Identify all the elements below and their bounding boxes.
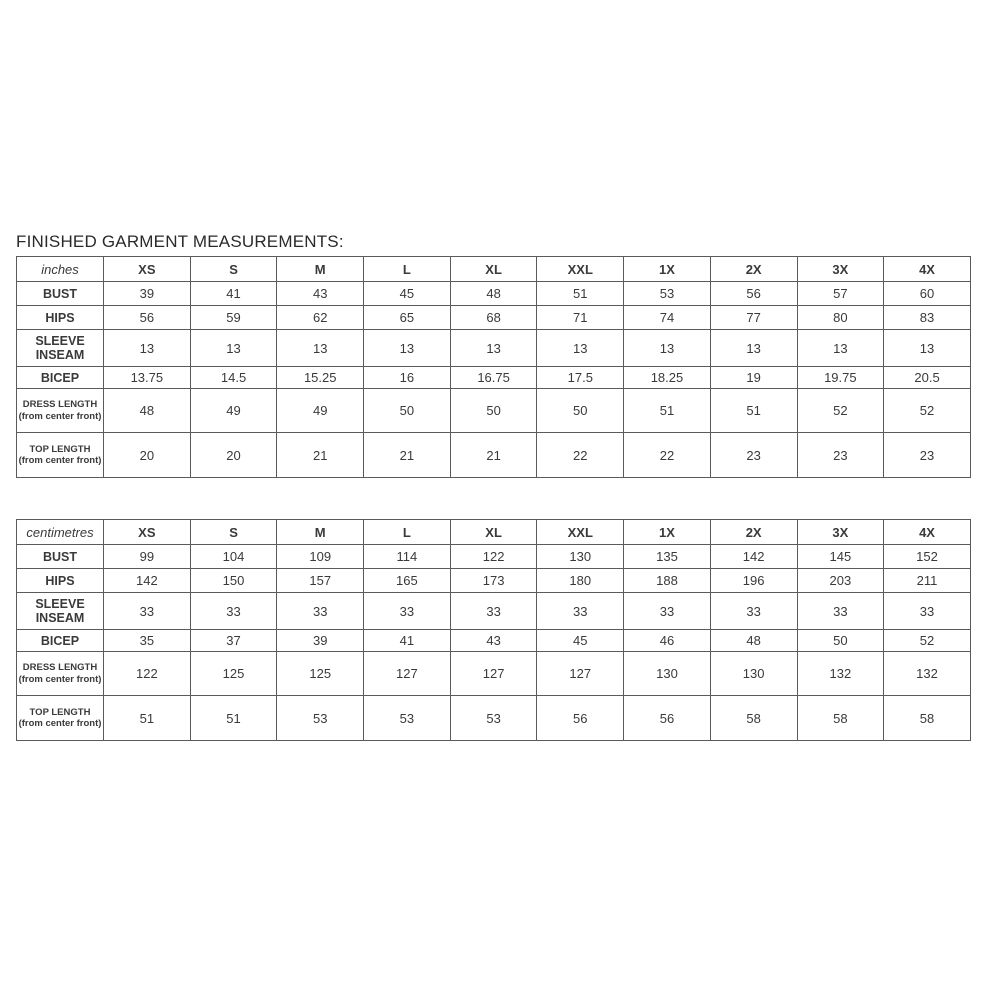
table-cell: 135: [624, 545, 711, 569]
table-cell: 152: [884, 545, 971, 569]
table-cell: 130: [710, 652, 797, 696]
row-label: HIPS: [17, 306, 104, 330]
table-cell: 45: [537, 630, 624, 652]
table-cell: 50: [364, 389, 451, 433]
row-label: BUST: [17, 282, 104, 306]
table-cell: 13: [884, 330, 971, 367]
table-cell: 188: [624, 569, 711, 593]
table-cell: 13: [537, 330, 624, 367]
table-cell: 20: [104, 433, 191, 478]
page-title: FINISHED GARMENT MEASUREMENTS:: [16, 232, 344, 251]
table-cell: 51: [190, 696, 277, 741]
table-cell: 49: [190, 389, 277, 433]
table-cell: 58: [797, 696, 884, 741]
table-cell: 23: [884, 433, 971, 478]
table-row: [17, 652, 971, 696]
table-cell: 13: [710, 330, 797, 367]
unit-label: inches: [17, 257, 104, 282]
table-cell: 33: [710, 593, 797, 630]
table-cell: 150: [190, 569, 277, 593]
table-cell: 142: [104, 569, 191, 593]
table-row: [17, 367, 971, 389]
table-header-row: [17, 257, 971, 282]
table-cell: 43: [450, 630, 537, 652]
table-cell: 56: [624, 696, 711, 741]
inches-measurement-table: [16, 256, 971, 478]
table-cell: 33: [797, 593, 884, 630]
table-cell: 56: [537, 696, 624, 741]
table-cell: 114: [364, 545, 451, 569]
centimetres-measurement-table: [16, 519, 971, 741]
table-cell: 33: [884, 593, 971, 630]
table-cell: 19: [710, 367, 797, 389]
table-cell: 211: [884, 569, 971, 593]
table-cell: 52: [884, 389, 971, 433]
table-cell: 56: [710, 282, 797, 306]
table-cell: 157: [277, 569, 364, 593]
row-label: TOP LENGTH (from center front): [17, 696, 104, 741]
table-cell: 122: [450, 545, 537, 569]
table-cell: 46: [624, 630, 711, 652]
table-cell: 13: [104, 330, 191, 367]
table-cell: 125: [190, 652, 277, 696]
table-row: [17, 330, 971, 367]
table-cell: 132: [884, 652, 971, 696]
table-row: [17, 593, 971, 630]
size-header: 3X: [797, 520, 884, 545]
table-cell: 22: [537, 433, 624, 478]
table-cell: 13: [797, 330, 884, 367]
table-cell: 52: [797, 389, 884, 433]
row-label: TOP LENGTH (from center front): [17, 433, 104, 478]
size-header: S: [190, 520, 277, 545]
table-cell: 77: [710, 306, 797, 330]
table-cell: 142: [710, 545, 797, 569]
table-cell: 13.75: [104, 367, 191, 389]
table-row: [17, 545, 971, 569]
row-label: SLEEVE INSEAM: [17, 593, 104, 630]
table-cell: 127: [364, 652, 451, 696]
table-cell: 19.75: [797, 367, 884, 389]
row-label: BUST: [17, 545, 104, 569]
table-cell: 50: [450, 389, 537, 433]
table-cell: 17.5: [537, 367, 624, 389]
table-cell: 51: [710, 389, 797, 433]
table-cell: 51: [104, 696, 191, 741]
table-cell: 83: [884, 306, 971, 330]
size-header: 3X: [797, 257, 884, 282]
table-cell: 56: [104, 306, 191, 330]
size-header: 2X: [710, 520, 797, 545]
table-cell: 33: [537, 593, 624, 630]
table-cell: 53: [277, 696, 364, 741]
table-cell: 14.5: [190, 367, 277, 389]
table-cell: 65: [364, 306, 451, 330]
table-cell: 39: [277, 630, 364, 652]
table-cell: 51: [537, 282, 624, 306]
table-cell: 21: [277, 433, 364, 478]
table-cell: 16: [364, 367, 451, 389]
size-header: 4X: [884, 257, 971, 282]
table-cell: 15.25: [277, 367, 364, 389]
table-cell: 130: [624, 652, 711, 696]
table-cell: 80: [797, 306, 884, 330]
table-cell: 45: [364, 282, 451, 306]
table-cell: 53: [364, 696, 451, 741]
row-label: DRESS LENGTH (from center front): [17, 652, 104, 696]
table-cell: 132: [797, 652, 884, 696]
table-cell: 35: [104, 630, 191, 652]
size-header: L: [364, 257, 451, 282]
table-cell: 20: [190, 433, 277, 478]
row-label: BICEP: [17, 367, 104, 389]
table-cell: 62: [277, 306, 364, 330]
size-header: XXL: [537, 520, 624, 545]
table-cell: 60: [884, 282, 971, 306]
table-cell: 37: [190, 630, 277, 652]
table-cell: 43: [277, 282, 364, 306]
table-cell: 58: [884, 696, 971, 741]
table-cell: 74: [624, 306, 711, 330]
table-cell: 203: [797, 569, 884, 593]
table-cell: 41: [364, 630, 451, 652]
table-cell: 16.75: [450, 367, 537, 389]
size-header: 1X: [624, 520, 711, 545]
table-cell: 33: [104, 593, 191, 630]
table-cell: 33: [624, 593, 711, 630]
table-row: [17, 696, 971, 741]
size-header: M: [277, 520, 364, 545]
table-cell: 13: [277, 330, 364, 367]
table-cell: 39: [104, 282, 191, 306]
table-cell: 71: [537, 306, 624, 330]
table-cell: 145: [797, 545, 884, 569]
table-cell: 48: [710, 630, 797, 652]
size-header: M: [277, 257, 364, 282]
size-header: XS: [104, 257, 191, 282]
table-header-row: [17, 520, 971, 545]
table-cell: 125: [277, 652, 364, 696]
table-cell: 104: [190, 545, 277, 569]
table-row: [17, 630, 971, 652]
table-cell: 57: [797, 282, 884, 306]
table-cell: 13: [624, 330, 711, 367]
size-header: 1X: [624, 257, 711, 282]
row-label: HIPS: [17, 569, 104, 593]
table-cell: 21: [450, 433, 537, 478]
table-row: [17, 569, 971, 593]
row-label: SLEEVE INSEAM: [17, 330, 104, 367]
table-cell: 99: [104, 545, 191, 569]
table-cell: 196: [710, 569, 797, 593]
table-cell: 53: [450, 696, 537, 741]
table-row: [17, 282, 971, 306]
table-row: [17, 389, 971, 433]
table-cell: 22: [624, 433, 711, 478]
table-cell: 13: [190, 330, 277, 367]
table-row: [17, 433, 971, 478]
table-cell: 33: [277, 593, 364, 630]
table-cell: 50: [537, 389, 624, 433]
table-cell: 21: [364, 433, 451, 478]
table-cell: 33: [364, 593, 451, 630]
table-cell: 68: [450, 306, 537, 330]
table-cell: 50: [797, 630, 884, 652]
table-cell: 48: [450, 282, 537, 306]
table-cell: 48: [104, 389, 191, 433]
table-cell: 52: [884, 630, 971, 652]
size-header: XL: [450, 520, 537, 545]
table-cell: 20.5: [884, 367, 971, 389]
table-cell: 18.25: [624, 367, 711, 389]
table-cell: 173: [450, 569, 537, 593]
row-label: DRESS LENGTH (from center front): [17, 389, 104, 433]
table-cell: 33: [190, 593, 277, 630]
size-header: 4X: [884, 520, 971, 545]
table-cell: 49: [277, 389, 364, 433]
table-cell: 23: [710, 433, 797, 478]
size-header: XXL: [537, 257, 624, 282]
unit-label: centimetres: [17, 520, 104, 545]
table-cell: 13: [450, 330, 537, 367]
table-row: [17, 306, 971, 330]
table-cell: 53: [624, 282, 711, 306]
table-cell: 127: [450, 652, 537, 696]
table-cell: 41: [190, 282, 277, 306]
table-cell: 51: [624, 389, 711, 433]
table-cell: 165: [364, 569, 451, 593]
table-cell: 13: [364, 330, 451, 367]
size-header: 2X: [710, 257, 797, 282]
table-cell: 58: [710, 696, 797, 741]
table-cell: 109: [277, 545, 364, 569]
table-cell: 33: [450, 593, 537, 630]
size-header: L: [364, 520, 451, 545]
size-header: XL: [450, 257, 537, 282]
table-cell: 23: [797, 433, 884, 478]
size-header: XS: [104, 520, 191, 545]
row-label: BICEP: [17, 630, 104, 652]
table-cell: 127: [537, 652, 624, 696]
table-cell: 122: [104, 652, 191, 696]
size-header: S: [190, 257, 277, 282]
table-cell: 180: [537, 569, 624, 593]
table-cell: 59: [190, 306, 277, 330]
table-cell: 130: [537, 545, 624, 569]
